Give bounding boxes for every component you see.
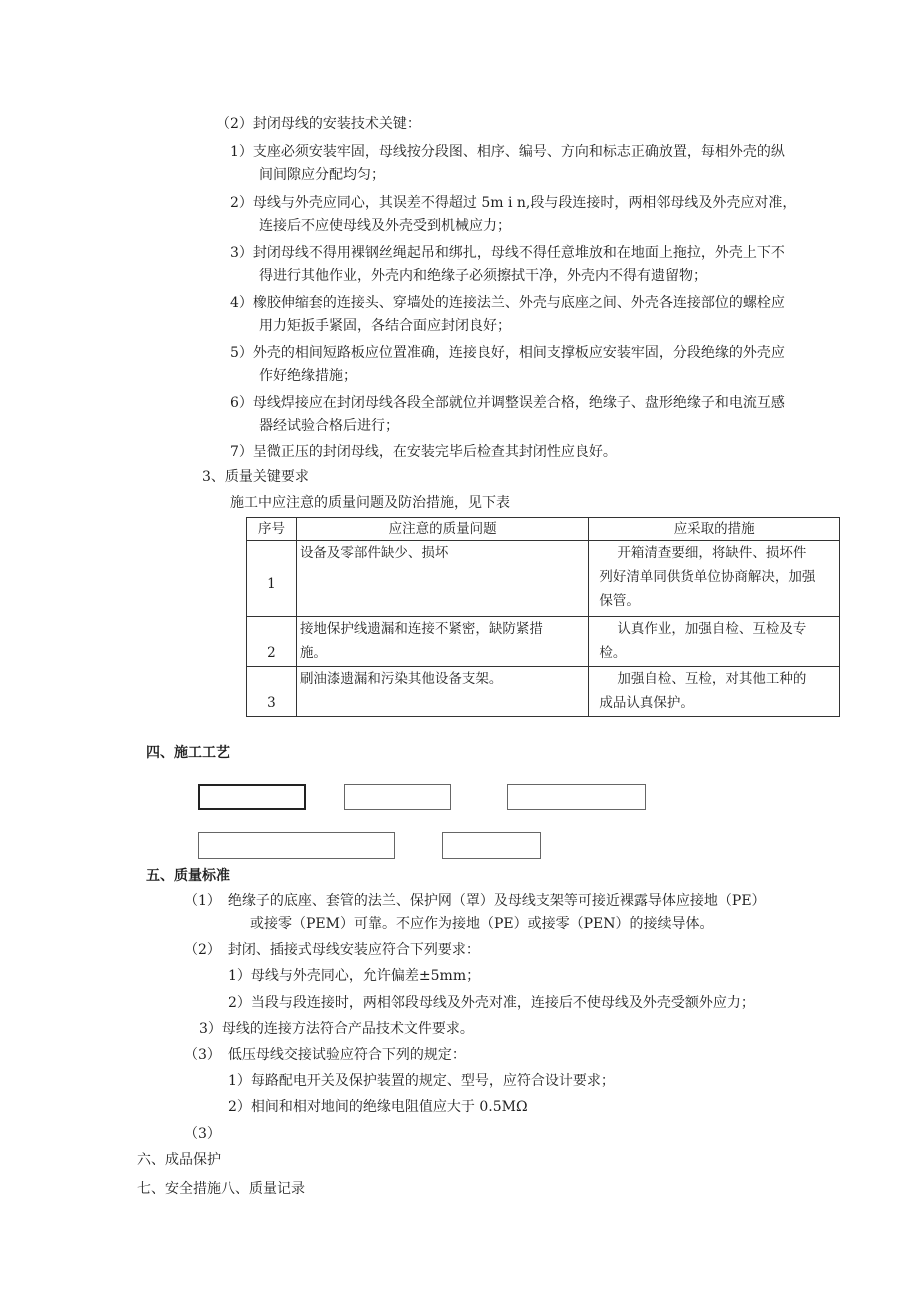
busbar-item-6-line-1: 6）母线焊接应在封闭母线各段全部就位并调整误差合格，绝缘子、盘形绝缘子和电流互感 bbox=[230, 395, 785, 411]
busbar-item-6-line-2: 器经试验合格后进行； bbox=[259, 418, 399, 434]
process-flow-box bbox=[198, 832, 395, 859]
standard-item-2: （2） 封闭、插接式母线安装应符合下列要求： bbox=[184, 942, 480, 958]
process-flow-box bbox=[344, 784, 451, 810]
row-measure-line: 检。 bbox=[599, 645, 627, 661]
table-header-no: 序号 bbox=[247, 518, 297, 541]
process-flow-box bbox=[198, 784, 306, 810]
row-measure bbox=[589, 617, 840, 667]
row-measure-line: 加强自检、互检，对其他工种的 bbox=[617, 671, 807, 687]
row-no: 2 bbox=[247, 617, 297, 667]
standard-item-1-line-2: 或接零（PEM）可靠。不应作为接地（PE）或接零（PEN）的接续导体。 bbox=[250, 916, 714, 932]
busbar-item-4-line-2: 用力矩扳手紧固，各结合面应封闭良好； bbox=[259, 318, 511, 334]
protection-heading: 六、成品保护 bbox=[137, 1152, 221, 1168]
table-row bbox=[247, 667, 840, 717]
standard-item-4: （3） bbox=[184, 1126, 221, 1142]
row-problem-line: 施。 bbox=[299, 645, 327, 661]
busbar-item-3-line-2: 得进行其他作业，外壳内和绝缘子必须擦拭干净，外壳内不得有遗留物； bbox=[259, 268, 707, 284]
busbar-item-1-line-1: 1）支座必须安装牢固，母线按分段图、相序、编号、方向和标志正确放置，每相外壳的纵 bbox=[230, 144, 785, 160]
table-row bbox=[247, 617, 840, 667]
standard-item-2-sub-2: 2）当段与段连接时，两相邻段母线及外壳对准，连接后不使母线及外壳受额外应力； bbox=[228, 995, 755, 1011]
quality-key-intro: 施工中应注意的质量问题及防治措施，见下表 bbox=[230, 495, 510, 511]
row-problem-line: 设备及零部件缺少、损坏 bbox=[299, 545, 449, 561]
row-measure-line: 开箱清查要细，将缺件、损坏件 bbox=[617, 545, 807, 561]
standard-heading: 五、质量标准 bbox=[146, 868, 230, 884]
row-measure bbox=[589, 541, 840, 617]
busbar-item-5-line-1: 5）外壳的相间短路板应位置准确，连接良好，相间支撑板应安装牢固，分段绝缘的外壳应 bbox=[230, 345, 785, 361]
standard-item-3-sub-1: 1）每路配电开关及保护装置的规定、型号，应符合设计要求； bbox=[228, 1073, 615, 1089]
row-measure bbox=[589, 667, 840, 717]
busbar-item-7: 7）呈微正压的封闭母线，在安装完毕后检查其封闭性应良好。 bbox=[230, 444, 617, 460]
row-problem bbox=[296, 541, 588, 617]
table-header-measure: 应采取的措施 bbox=[589, 518, 840, 541]
row-no: 3 bbox=[247, 667, 297, 717]
busbar-item-3-line-1: 3）封闭母线不得用裸钢丝绳起吊和绑扎，母线不得任意堆放和在地面上拖拉，外壳上下不 bbox=[230, 245, 785, 261]
table-row bbox=[247, 541, 840, 617]
safety-heading: 七、安全措施八、质量记录 bbox=[137, 1181, 305, 1197]
standard-item-3-sub-2: 2）相间和相对地间的绝缘电阻值应大于 0.5MΩ bbox=[228, 1099, 528, 1115]
standard-item-2-sub-3: 3）母线的连接方法符合产品技术文件要求。 bbox=[199, 1021, 474, 1037]
row-problem bbox=[296, 617, 588, 667]
standard-item-1-line-1: （1） 绝缘子的底座、套管的法兰、保护网（罩）及母线支架等可接近裸露导体应接地（PE） bbox=[184, 893, 766, 909]
process-flow-box bbox=[507, 784, 646, 810]
row-measure-line: 认真作业，加强自检、互检及专 bbox=[617, 621, 807, 637]
busbar-item-2-line-2: 连接后不应使母线及外壳受到机械应力； bbox=[259, 218, 511, 234]
table-header-problem: 应注意的质量问题 bbox=[296, 518, 588, 541]
row-no: 1 bbox=[247, 541, 297, 617]
busbar-item-5-line-2: 作好绝缘措施； bbox=[259, 368, 357, 384]
quality-key-heading: 3、质量关键要求 bbox=[202, 469, 309, 485]
busbar-item-1-line-2: 间间隙应分配均匀； bbox=[259, 167, 385, 183]
row-measure-line: 成品认真保护。 bbox=[599, 695, 694, 711]
table-header-row bbox=[247, 518, 840, 541]
standard-item-2-sub-1: 1）母线与外壳同心，允许偏差±5mm； bbox=[228, 968, 481, 984]
row-problem-line: 刷油漆遗漏和污染其他设备支架。 bbox=[299, 671, 503, 687]
busbar-item-4-line-1: 4）橡胶伸缩套的连接头、穿墙处的连接法兰、外壳与底座之间、外壳各连接部位的螺栓应 bbox=[230, 295, 785, 311]
process-flow-box bbox=[442, 832, 541, 859]
closed-busbar-heading: （2）封闭母线的安装技术关键： bbox=[216, 116, 421, 132]
row-measure-line: 保管。 bbox=[599, 593, 640, 609]
quality-table bbox=[246, 517, 840, 717]
row-measure-line: 列好清单同供货单位协商解决，加强 bbox=[599, 569, 816, 585]
busbar-item-2-line-1: 2）母线与外壳应同心，其误差不得超过 5m i n,段与段连接时，两相邻母线及外壳应对准， bbox=[230, 195, 797, 211]
process-heading: 四、施工工艺 bbox=[146, 745, 230, 761]
row-problem bbox=[296, 667, 588, 717]
row-problem-line: 接地保护线遗漏和连接不紧密，缺防紧措 bbox=[299, 621, 543, 637]
standard-item-3: （3） 低压母线交接试验应符合下列的规定： bbox=[184, 1047, 466, 1063]
